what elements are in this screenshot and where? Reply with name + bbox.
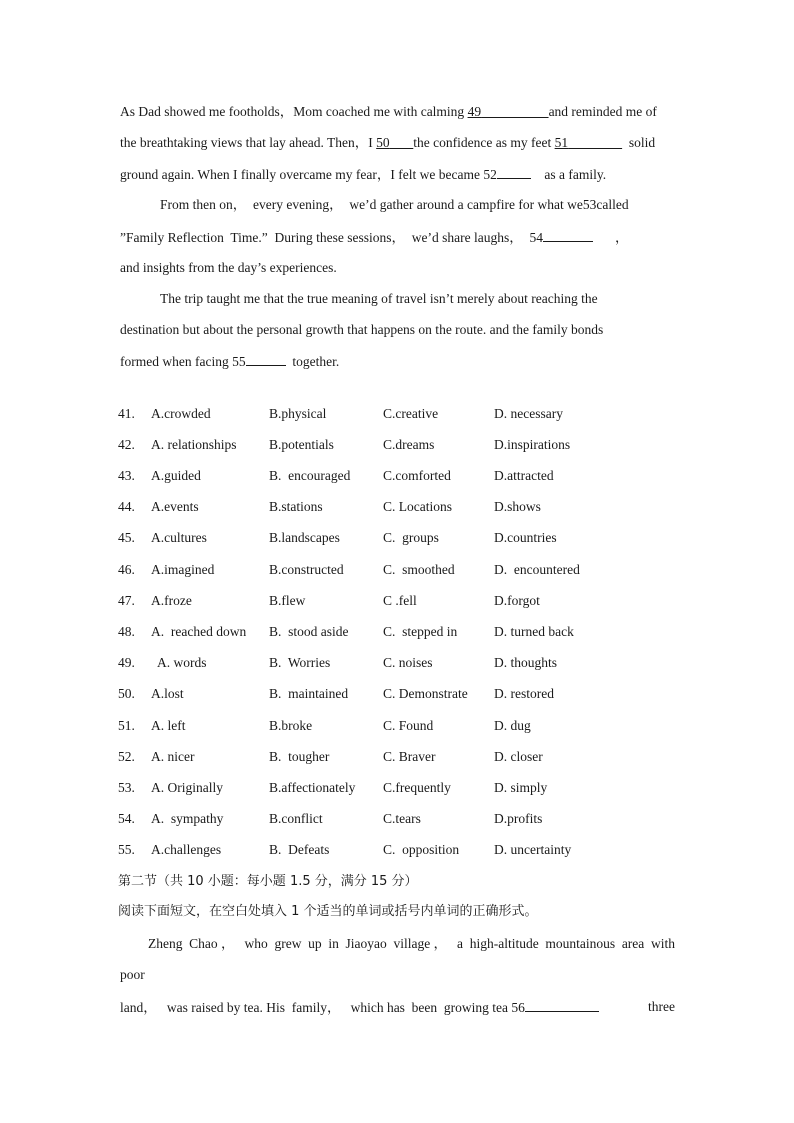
option-d: D. turned back: [494, 624, 574, 639]
question-row-44: [118, 499, 678, 515]
para3-line-2: destination but about the personal growth that happens on the route. and the family bonds: [120, 322, 604, 337]
text: ，: [614, 230, 629, 245]
option-b: B. encouraged: [269, 468, 351, 483]
option-b: B. Defeats: [269, 842, 330, 857]
option-c: C. stepped in: [383, 624, 458, 639]
option-d: D.profits: [494, 811, 543, 826]
option-b: B.landscapes: [269, 530, 340, 545]
option-b: B.potentials: [269, 437, 334, 452]
question-number: 49.: [118, 655, 135, 670]
question-row-43: [118, 468, 678, 484]
section2-line-3: [120, 999, 675, 1016]
blank-56: [525, 999, 599, 1012]
option-c: C.frequently: [383, 780, 451, 795]
blank-49: 49: [467, 104, 482, 119]
passage-line-2: [120, 135, 655, 151]
text: the confidence as my feet: [413, 135, 555, 150]
option-c: C. Locations: [383, 499, 452, 514]
option-b: B.physical: [269, 406, 327, 421]
option-a: A. relationships: [151, 437, 237, 452]
option-c: C. Braver: [383, 749, 436, 764]
option-c: C. groups: [383, 530, 439, 545]
question-row-52: [118, 749, 678, 765]
blank-50: 50: [376, 135, 390, 150]
question-row-49: [118, 655, 678, 671]
question-row-50: [118, 686, 678, 702]
option-a: A. Originally: [151, 780, 223, 795]
option-a: A.crowded: [151, 406, 211, 421]
passage-line-3: [120, 166, 606, 183]
option-d: D.countries: [494, 530, 557, 545]
question-number: 47.: [118, 593, 135, 608]
blank-52: [497, 166, 531, 179]
option-a: A. sympathy: [151, 811, 224, 826]
text: and reminded me of: [548, 104, 657, 119]
option-a: A.cultures: [151, 530, 207, 545]
section2-line-1: Zheng Chao， who grew up in Jiaoyao village， a high-altitude mountainous area with: [148, 936, 675, 951]
text: the breathtaking views that lay ahead. Then，I: [120, 135, 377, 150]
question-row-55: [118, 842, 678, 858]
option-b: B.stations: [269, 499, 323, 514]
para2-line-3: and insights from the day’s experiences.: [120, 260, 337, 275]
option-a: A. left: [151, 718, 186, 733]
passage-line-1: [120, 104, 657, 120]
blank-51: 51: [554, 135, 569, 150]
option-d: D.forgot: [494, 593, 540, 608]
option-d: D. closer: [494, 749, 543, 764]
option-d: D.inspirations: [494, 437, 571, 452]
option-c: C.tears: [383, 811, 421, 826]
option-a: A.imagined: [151, 562, 215, 577]
option-c: C. smoothed: [383, 562, 455, 577]
option-b: B.constructed: [269, 562, 344, 577]
question-number: 42.: [118, 437, 135, 452]
text: as a family.: [530, 167, 607, 182]
text: together.: [285, 354, 340, 369]
question-number: 43.: [118, 468, 135, 483]
para3-line-3: [120, 353, 339, 370]
option-a: A. reached down: [151, 624, 247, 639]
option-a: A. nicer: [151, 749, 195, 764]
option-d: D. encountered: [494, 562, 580, 577]
option-a: A.lost: [151, 686, 184, 701]
question-row-45: [118, 530, 678, 546]
question-number: 41.: [118, 406, 135, 421]
option-b: B.affectionately: [269, 780, 356, 795]
section2-line-2: poor: [120, 967, 145, 982]
option-b: B.broke: [269, 718, 313, 733]
blank-54: [543, 229, 593, 242]
option-b: B. maintained: [269, 686, 349, 701]
text: land， was raised by tea. His family， which has been growing tea 56: [120, 1000, 525, 1015]
option-a: A.froze: [151, 593, 192, 608]
option-b: B. stood aside: [269, 624, 349, 639]
question-number: 54.: [118, 811, 135, 826]
para2-line-2: [120, 229, 628, 246]
para2-line-1: From then on， every evening， we’d gather around a campfire for what we53called: [160, 197, 629, 212]
para3-line-1: The trip taught me that the true meaning of travel isn’t merely about reaching the: [160, 291, 598, 306]
option-d: D. restored: [494, 686, 554, 701]
text: As Dad showed me footholds，Mom coached me with calming: [120, 104, 468, 119]
option-b: B. tougher: [269, 749, 330, 764]
question-row-48: [118, 624, 678, 640]
question-row-54: [118, 811, 678, 827]
question-row-42: [118, 437, 678, 453]
question-number: 46.: [118, 562, 135, 577]
question-number: 50.: [118, 686, 135, 701]
blank-55: [246, 353, 286, 366]
question-row-41: [118, 406, 678, 422]
option-d: D. uncertainty: [494, 842, 572, 857]
option-b: B.conflict: [269, 811, 323, 826]
question-row-46: [118, 562, 678, 578]
text: three: [648, 999, 675, 1014]
text: formed when facing 55: [120, 354, 246, 369]
option-c: C .fell: [383, 593, 417, 608]
section2-heading: 第二节（共 10 小题：每小题 1.5 分，满分 15 分）: [118, 874, 418, 889]
option-d: D. necessary: [494, 406, 563, 421]
question-number: 51.: [118, 718, 135, 733]
text: solid: [622, 135, 656, 150]
question-row-51: [118, 718, 678, 734]
option-a: A. words: [151, 655, 207, 670]
option-c: C. Demonstrate: [383, 686, 468, 701]
option-b: B.flew: [269, 593, 306, 608]
option-c: C.comforted: [383, 468, 451, 483]
option-d: D. thoughts: [494, 655, 558, 670]
option-b: B. Worries: [269, 655, 331, 670]
question-number: 52.: [118, 749, 135, 764]
option-c: C. Found: [383, 718, 434, 733]
text: ground again. When I finally overcame my fear，I felt we became 52: [120, 167, 497, 182]
question-number: 48.: [118, 624, 135, 639]
option-d: D. dug: [494, 718, 531, 733]
section2-instruction: 阅读下面短文，在空白处填入 1 个适当的单词或括号内单词的正确形式。: [118, 904, 538, 919]
question-row-53: [118, 780, 678, 796]
option-a: A.events: [151, 499, 199, 514]
option-c: C. opposition: [383, 842, 460, 857]
question-number: 53.: [118, 780, 135, 795]
option-a: A.challenges: [151, 842, 222, 857]
option-a: A.guided: [151, 468, 201, 483]
text: ”Family Reflection Time.” During these sessions， we’d share laughs， 54: [120, 230, 543, 245]
option-c: C.dreams: [383, 437, 435, 452]
option-c: C. noises: [383, 655, 433, 670]
question-row-47: [118, 593, 678, 609]
question-number: 55.: [118, 842, 135, 857]
question-number: 44.: [118, 499, 135, 514]
option-c: C.creative: [383, 406, 439, 421]
option-d: D. simply: [494, 780, 548, 795]
option-d: D.attracted: [494, 468, 554, 483]
option-d: D.shows: [494, 499, 541, 514]
question-number: 45.: [118, 530, 135, 545]
